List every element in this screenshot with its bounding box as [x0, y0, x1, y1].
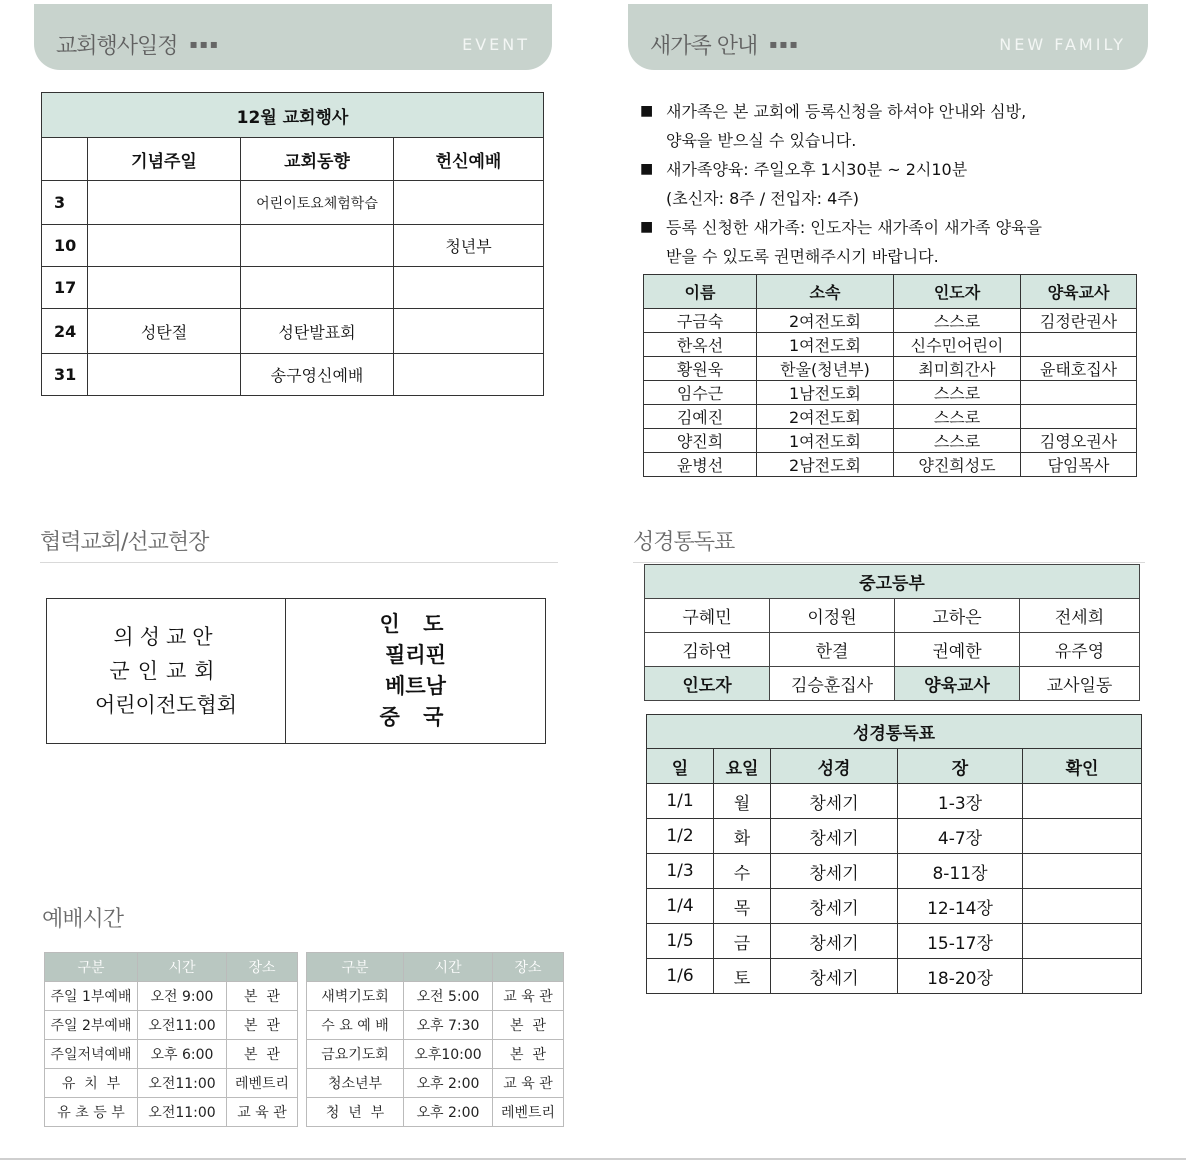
note-text: 새가족은 본 교회에 등록신청을 하셔야 안내와 심방, — [666, 102, 1027, 121]
note-line — [640, 126, 1140, 155]
bible-chapters: 4-7장 — [898, 819, 1023, 854]
partner-missions — [286, 599, 545, 743]
worship-name: 주일 1부예배 — [45, 982, 138, 1011]
bible-divider — [633, 562, 1145, 563]
family-cell: 황원욱 — [644, 357, 757, 381]
worship-time: 오후10:00 — [404, 1040, 493, 1069]
table-row — [42, 225, 544, 267]
partner-church: 어린이전도협회 — [94, 693, 237, 717]
event-cell — [394, 181, 544, 225]
bible-date: 1/6 — [647, 959, 714, 994]
youth-member: 한결 — [770, 633, 895, 667]
event-cell: 어린이토요체험학습 — [241, 181, 394, 225]
partner-divider — [40, 562, 558, 563]
bible-col-header: 성경 — [771, 749, 898, 784]
bible-check[interactable] — [1023, 959, 1142, 994]
bible-book: 창세기 — [771, 854, 898, 889]
bible-check[interactable] — [1023, 924, 1142, 959]
note-line — [640, 184, 1140, 213]
worship-col-header: 장소 — [227, 953, 298, 982]
bible-check[interactable] — [1023, 819, 1142, 854]
event-date: 31 — [42, 354, 88, 396]
family-notes — [640, 97, 1140, 271]
worship-time: 오전11:00 — [138, 1098, 227, 1127]
family-title: 새가족 안내 — [650, 33, 758, 59]
family-cell: 1여전도회 — [757, 429, 894, 453]
youth-member: 김하연 — [645, 633, 770, 667]
bible-book: 창세기 — [771, 819, 898, 854]
youth-leader-label: 인도자 — [645, 667, 770, 701]
table-row — [647, 924, 1142, 959]
family-cell: 스스로 — [894, 405, 1021, 429]
bible-day: 목 — [714, 889, 771, 924]
bible-date: 1/5 — [647, 924, 714, 959]
partner-mission: 인 도 — [379, 612, 452, 636]
bible-col-header: 일 — [647, 749, 714, 784]
family-cell: 구금숙 — [644, 309, 757, 333]
event-col-header: 기념주일 — [88, 138, 241, 181]
table-row — [307, 1011, 564, 1040]
family-cell: 임수근 — [644, 381, 757, 405]
event-date: 24 — [42, 309, 88, 354]
table-row — [45, 1011, 298, 1040]
worship-place: 레벤트리 — [227, 1069, 298, 1098]
worship-place: 본 관 — [227, 1040, 298, 1069]
table-row — [647, 819, 1142, 854]
worship-name: 유 초 등 부 — [45, 1098, 138, 1127]
bullet-icon: ■ — [640, 103, 654, 119]
family-col-header: 양육교사 — [1021, 275, 1137, 309]
note-text: (초신자: 8주 / 전입자: 4주) — [666, 189, 860, 208]
table-row — [647, 959, 1142, 994]
family-cell: 양진희 — [644, 429, 757, 453]
bible-book: 창세기 — [771, 924, 898, 959]
youth-table — [644, 564, 1140, 701]
bible-caption: 성경통독표 — [647, 715, 1142, 749]
worship-name: 청소년부 — [307, 1069, 404, 1098]
family-cell: 2여전도회 — [757, 309, 894, 333]
youth-leader: 김승훈집사 — [770, 667, 895, 701]
note-line — [640, 155, 1140, 184]
bible-chapters: 8-11장 — [898, 854, 1023, 889]
event-header — [34, 4, 552, 70]
bible-day: 토 — [714, 959, 771, 994]
table-row — [644, 429, 1137, 453]
worship-col-header: 구분 — [45, 953, 138, 982]
worship-place: 본 관 — [493, 1011, 564, 1040]
table-row — [42, 267, 544, 309]
bible-day: 월 — [714, 784, 771, 819]
worship-col-header: 시간 — [138, 953, 227, 982]
family-cell: 한울(청년부) — [757, 357, 894, 381]
family-cell: 윤태호집사 — [1021, 357, 1137, 381]
worship-time: 오후 7:30 — [404, 1011, 493, 1040]
partner-church: 의성교안 — [113, 625, 219, 649]
worship-place: 레벤트리 — [493, 1098, 564, 1127]
fold-line — [0, 1158, 1186, 1160]
table-row — [647, 854, 1142, 889]
worship-place: 본 관 — [493, 1040, 564, 1069]
note-text: 양육을 받으실 수 있습니다. — [666, 131, 857, 150]
family-dots: ▪▪▪ — [769, 37, 800, 51]
family-cell: 2남전도회 — [757, 453, 894, 477]
family-cell: 담임목사 — [1021, 453, 1137, 477]
note-text: 등록 신청한 새가족: 인도자는 새가족이 새가족 양육을 — [666, 218, 1042, 237]
bible-col-header: 요일 — [714, 749, 771, 784]
table-row — [42, 354, 544, 396]
bible-chapters: 15-17장 — [898, 924, 1023, 959]
event-dots: ▪▪▪ — [189, 37, 220, 51]
worship-col-header: 시간 — [404, 953, 493, 982]
table-row — [45, 982, 298, 1011]
event-date: 17 — [42, 267, 88, 309]
worship-name: 금요기도회 — [307, 1040, 404, 1069]
family-cell: 윤병선 — [644, 453, 757, 477]
table-row — [42, 309, 544, 354]
event-cell: 송구영신예배 — [241, 354, 394, 396]
note-line — [640, 213, 1140, 242]
worship-time: 오전11:00 — [138, 1069, 227, 1098]
partner-title: 협력교회/선교현장 — [40, 530, 209, 555]
bible-day: 수 — [714, 854, 771, 889]
family-cell: 김정란권사 — [1021, 309, 1137, 333]
partner-church: 군인교회 — [109, 659, 223, 683]
partner-mission: 중 국 — [379, 705, 452, 729]
worship-col-header: 구분 — [307, 953, 404, 982]
bible-chapters: 18-20장 — [898, 959, 1023, 994]
event-cell: 청년부 — [394, 225, 544, 267]
event-cell — [394, 354, 544, 396]
bible-date: 1/3 — [647, 854, 714, 889]
family-col-header: 인도자 — [894, 275, 1021, 309]
table-row — [307, 1040, 564, 1069]
event-cell — [88, 354, 241, 396]
event-col-header: 교회동향 — [241, 138, 394, 181]
family-cell: 2여전도회 — [757, 405, 894, 429]
youth-member: 이정원 — [770, 599, 895, 633]
bible-date: 1/4 — [647, 889, 714, 924]
family-header — [628, 4, 1148, 70]
bible-col-header: 확인 — [1023, 749, 1142, 784]
event-col-header — [42, 138, 88, 181]
bible-col-header: 장 — [898, 749, 1023, 784]
event-en-label: EVENT — [462, 34, 530, 54]
worship-place: 교 육 관 — [493, 982, 564, 1011]
table-row — [45, 1040, 298, 1069]
worship-name: 청 년 부 — [307, 1098, 404, 1127]
family-cell — [1021, 333, 1137, 357]
youth-member: 권예한 — [895, 633, 1020, 667]
worship-place: 본 관 — [227, 1011, 298, 1040]
bible-table — [646, 714, 1142, 994]
worship-place: 본 관 — [227, 982, 298, 1011]
partner-mission: 필리핀 — [385, 643, 446, 667]
family-cell — [1021, 381, 1137, 405]
family-cell — [1021, 405, 1137, 429]
bible-chapters: 12-14장 — [898, 889, 1023, 924]
event-table — [41, 92, 544, 396]
event-cell — [241, 267, 394, 309]
bible-day: 금 — [714, 924, 771, 959]
partner-mission: 베트남 — [385, 674, 446, 698]
worship-place: 교 육 관 — [493, 1069, 564, 1098]
bible-date: 1/2 — [647, 819, 714, 854]
worship-name: 유 치 부 — [45, 1069, 138, 1098]
event-date: 10 — [42, 225, 88, 267]
family-col-header: 이름 — [644, 275, 757, 309]
worship-time: 오전 9:00 — [138, 982, 227, 1011]
worship-table-left — [44, 952, 298, 1127]
event-col-header: 헌신예배 — [394, 138, 544, 181]
worship-time: 오전11:00 — [138, 1011, 227, 1040]
worship-table-right — [306, 952, 564, 1127]
table-row — [307, 982, 564, 1011]
bible-check[interactable] — [1023, 854, 1142, 889]
youth-teacher: 교사일동 — [1020, 667, 1140, 701]
event-cell — [394, 267, 544, 309]
table-row — [644, 357, 1137, 381]
family-cell: 스스로 — [894, 429, 1021, 453]
worship-name: 주일 2부예배 — [45, 1011, 138, 1040]
bible-check[interactable] — [1023, 784, 1142, 819]
table-row — [644, 453, 1137, 477]
family-en-label: NEW FAMILY — [999, 34, 1126, 54]
worship-time: 오후 2:00 — [404, 1098, 493, 1127]
family-cell: 스스로 — [894, 381, 1021, 405]
event-cell — [88, 225, 241, 267]
worship-title: 예배시간 — [42, 907, 124, 932]
table-row — [645, 599, 1140, 633]
bible-book: 창세기 — [771, 959, 898, 994]
youth-member: 유주영 — [1020, 633, 1140, 667]
table-row — [307, 1098, 564, 1127]
partner-box — [46, 598, 546, 744]
family-cell: 스스로 — [894, 309, 1021, 333]
note-text: 받을 수 있도록 권면해주시기 바랍니다. — [666, 247, 939, 266]
family-cell: 1여전도회 — [757, 333, 894, 357]
worship-name: 주일저녁예배 — [45, 1040, 138, 1069]
table-row — [45, 1069, 298, 1098]
bullet-icon: ■ — [640, 219, 654, 235]
table-row — [45, 1098, 298, 1127]
family-col-header: 소속 — [757, 275, 894, 309]
table-row — [644, 405, 1137, 429]
event-cell — [241, 225, 394, 267]
event-cell: 성탄절 — [88, 309, 241, 354]
family-cell: 1남전도회 — [757, 381, 894, 405]
table-row — [645, 633, 1140, 667]
table-row — [647, 784, 1142, 819]
partner-churches — [47, 599, 286, 743]
family-cell: 김영오권사 — [1021, 429, 1137, 453]
bullet-icon: ■ — [640, 161, 654, 177]
event-cell — [88, 181, 241, 225]
worship-name: 새벽기도회 — [307, 982, 404, 1011]
family-cell: 양진희성도 — [894, 453, 1021, 477]
family-cell: 최미희간사 — [894, 357, 1021, 381]
worship-place: 교 육 관 — [227, 1098, 298, 1127]
family-cell: 한옥선 — [644, 333, 757, 357]
event-cell — [88, 267, 241, 309]
table-row — [644, 381, 1137, 405]
bible-chapters: 1-3장 — [898, 784, 1023, 819]
youth-member: 전세희 — [1020, 599, 1140, 633]
event-cell — [394, 309, 544, 354]
youth-teacher-label: 양육교사 — [895, 667, 1020, 701]
family-cell: 김예진 — [644, 405, 757, 429]
worship-time: 오전 5:00 — [404, 982, 493, 1011]
note-line — [640, 97, 1140, 126]
youth-member: 구혜민 — [645, 599, 770, 633]
event-title: 교회행사일정 — [56, 33, 178, 59]
bible-book: 창세기 — [771, 784, 898, 819]
event-cell: 성탄발표회 — [241, 309, 394, 354]
bible-check[interactable] — [1023, 889, 1142, 924]
bible-book: 창세기 — [771, 889, 898, 924]
table-row — [644, 333, 1137, 357]
bible-day: 화 — [714, 819, 771, 854]
table-row — [307, 1069, 564, 1098]
bible-title: 성경통독표 — [633, 530, 735, 555]
worship-time: 오후 2:00 — [404, 1069, 493, 1098]
worship-name: 수 요 예 배 — [307, 1011, 404, 1040]
table-row — [42, 181, 544, 225]
family-cell: 신수민어린이 — [894, 333, 1021, 357]
family-table — [643, 274, 1137, 477]
worship-time: 오후 6:00 — [138, 1040, 227, 1069]
youth-caption: 중고등부 — [645, 565, 1140, 599]
table-row — [645, 667, 1140, 701]
bible-date: 1/1 — [647, 784, 714, 819]
youth-member: 고하은 — [895, 599, 1020, 633]
event-date: 3 — [42, 181, 88, 225]
event-caption: 12월 교회행사 — [42, 93, 544, 138]
note-text: 새가족양육: 주일오후 1시30분 ~ 2시10분 — [666, 160, 968, 179]
table-row — [644, 309, 1137, 333]
note-line — [640, 242, 1140, 271]
worship-col-header: 장소 — [493, 953, 564, 982]
table-row — [647, 889, 1142, 924]
